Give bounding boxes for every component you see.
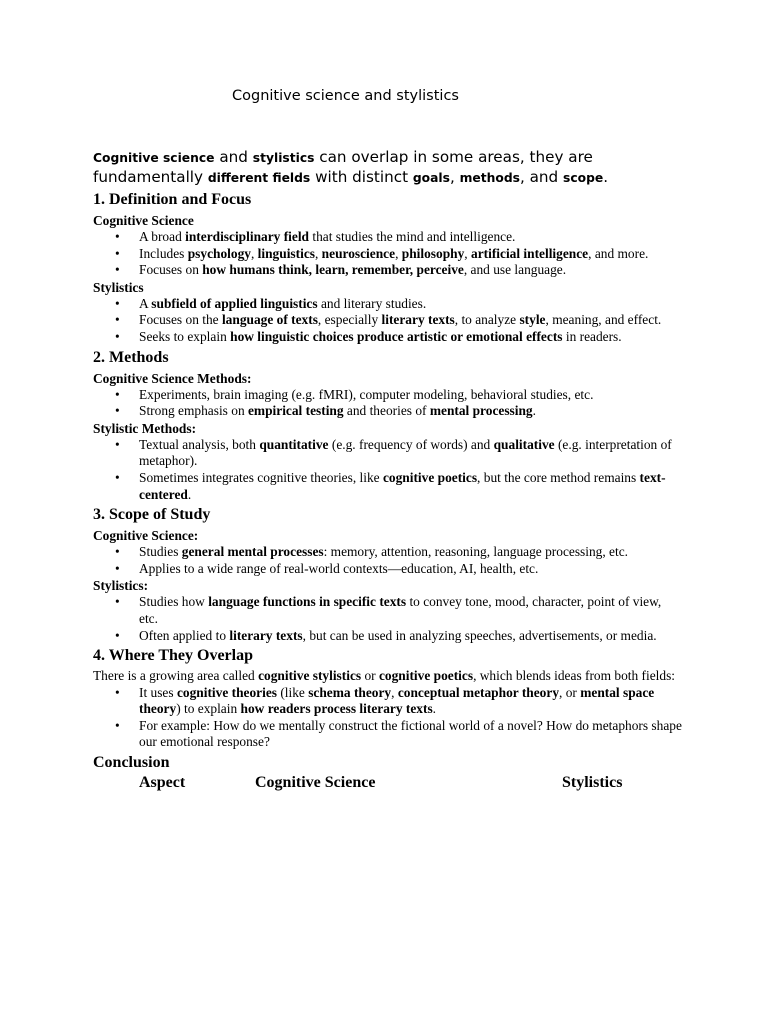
intro-text: can overlap in some areas, they are fundamentally (93, 148, 593, 186)
intro-term: Cognitive science (93, 151, 215, 165)
bullet-list (93, 594, 683, 644)
intro-text: . (603, 168, 609, 186)
intro-text: , (449, 168, 460, 186)
bullet-list (93, 437, 683, 503)
table-header-aspect: Aspect (139, 774, 186, 792)
section-heading: 2. Methods (93, 348, 169, 366)
bullet-list (93, 685, 683, 751)
table-header-row (93, 775, 683, 799)
section-heading: 4. Where They Overlap (93, 647, 253, 665)
list-item: • For example: How do we mentally construct the fictional world of a novel? How do metaphors shape our emotional response? (139, 718, 683, 751)
list-item: • Focuses on how humans think, learn, remember, perceive, and use language. (139, 262, 683, 279)
intro-text: and (214, 148, 253, 166)
list-item: • Studies general mental processes: memory, attention, reasoning, language processing, etc. (139, 544, 683, 561)
intro-term: stylistics (252, 151, 315, 165)
list-item: • It uses cognitive theories (like schema theory, conceptual metaphor theory, or mental space theory) to explain how readers process literary texts. (139, 685, 683, 718)
intro-term: goals (412, 171, 450, 185)
list-item: • Textual analysis, both quantitative (e.g. frequency of words) and qualitative (e.g. interpretation of metaphor). (139, 437, 683, 470)
document-body (93, 148, 683, 799)
subsection-heading: Cognitive Science (93, 213, 194, 228)
overlap-paragraph: There is a growing area called cognitive stylistics or cognitive poetics, which blends ideas from both fields: (93, 668, 676, 684)
section-heading: 1. Definition and Focus (93, 191, 252, 208)
document-title: Cognitive science and stylistics (232, 88, 459, 104)
bullet-list (93, 544, 683, 577)
list-item: • Often applied to literary texts, but can be used in analyzing speeches, advertisements, or media. (139, 628, 683, 645)
intro-text: , and (519, 168, 564, 186)
list-item: • A broad interdisciplinary field that studies the mind and intelligence. (139, 229, 683, 246)
subsection-heading: Stylistics: (93, 578, 149, 594)
subsection-heading: Cognitive Science: (93, 528, 199, 544)
table-header-cognitive-science: Cognitive Science (255, 774, 376, 792)
list-item: • Sometimes integrates cognitive theories, like cognitive poetics, but the core method remains text-centered. (139, 470, 683, 503)
list-item: • Focuses on the language of texts, especially literary texts, to analyze style, meaning, and effect. (139, 312, 683, 329)
list-item: • Experiments, brain imaging (e.g. fMRI), computer modeling, behavioral studies, etc. (139, 387, 683, 404)
subsection-heading: Stylistic Methods: (93, 420, 197, 436)
intro-term: methods (459, 171, 520, 185)
subsection-heading: Stylistics (93, 279, 144, 295)
bullet-list (93, 229, 683, 279)
list-item: • Applies to a wide range of real-world contexts—education, AI, health, etc. (139, 561, 683, 578)
list-item: • A subfield of applied linguistics and literary studies. (139, 296, 683, 313)
list-item: • Includes psychology, linguistics, neuroscience, philosophy, artificial intelligence, and more. (139, 246, 683, 263)
list-item: • Seeks to explain how linguistic choices produce artistic or emotional effects in readers. (139, 329, 683, 346)
subsection-heading: Cognitive Science Methods: (93, 370, 252, 386)
section-heading: Conclusion (93, 754, 170, 772)
bullet-list (93, 387, 683, 420)
list-item: • Strong emphasis on empirical testing and theories of mental processing. (139, 403, 683, 420)
intro-paragraph (93, 148, 683, 188)
intro-text: with distinct (310, 168, 413, 186)
table-header-stylistics: Stylistics (562, 774, 623, 792)
intro-term: scope (563, 171, 604, 185)
list-item: • Studies how language functions in specific texts to convey tone, mood, character, point of view, etc. (139, 594, 683, 627)
bullet-list (93, 296, 683, 346)
section-heading: 3. Scope of Study (93, 506, 211, 524)
intro-term: different fields (207, 171, 311, 185)
